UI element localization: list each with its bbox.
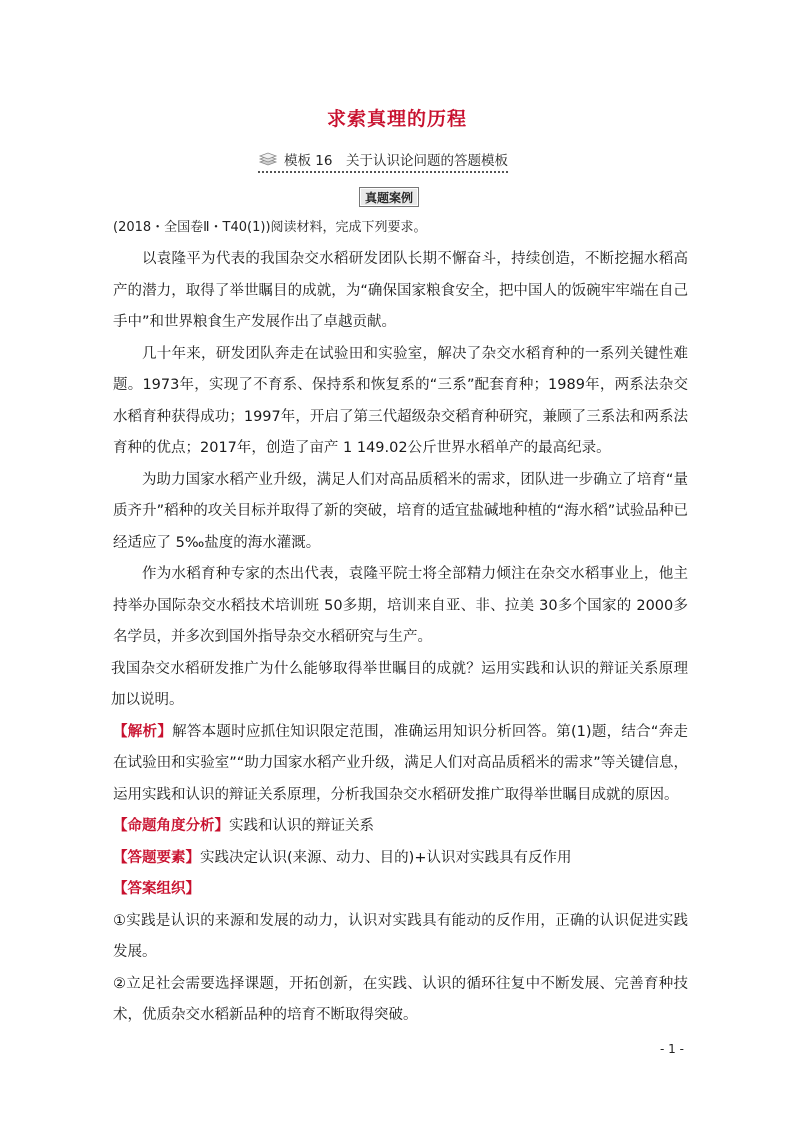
document-body xyxy=(113,244,688,1032)
material-paragraph-2: 几十年来，研发团队奔走在试验田和实验室，解决了杂交水稻育种的一系列关键性难题。1973年，实现了不育系、保持系和恢复系的“三系”配套育种；1989年，两系法杂交水稻育种获得成功；1997年，开启了第三代超级杂交稻育种研究，兼顾了三系法和两系法育种的优点；2017年，创造了亩产 1 149.02公斤世界水稻单产的最高纪录。 xyxy=(113,345,688,456)
template-heading-text: 模板 16 关于认识论问题的答题模板 xyxy=(284,153,508,169)
material-paragraph-4: 作为水稻育种专家的杰出代表，袁隆平院士将全部精力倾注在杂交水稻事业上，他主持举办国际杂交水稻技术培训班 50多期，培训来自亚、非、拉美 30多个国家的 2000多名学员，并多次到国外指导杂交水稻研究与生产。 xyxy=(113,566,688,645)
section-badge: 真题案例 xyxy=(359,187,419,207)
elements-section xyxy=(113,843,688,875)
angle-text: 实践和认识的辩证关系 xyxy=(229,818,374,834)
material-paragraph-1: 以袁隆平为代表的我国杂交水稻研发团队长期不懈奋斗，持续创造，不断挖掘水稻高产的潜力，取得了举世瞩目的成就，为“确保国家粮食安全，把中国人的饭碗牢牢端在自己手中”和世界粮食生产发展作出了卓越贡献。 xyxy=(113,251,688,330)
answer-item-1: ①实践是认识的来源和发展的动力，认识对实践具有能动的反作用，正确的认识促进实践发展。 xyxy=(113,912,688,960)
book-stack-icon xyxy=(258,151,278,167)
elements-text: 实践决定认识(来源、动力、目的)+认识对实践具有反作用 xyxy=(200,849,572,866)
angle-section xyxy=(113,811,688,843)
question-text: 我国杂交水稻研发推广为什么能够取得举世瞩目的成就？运用实践和认识的辩证关系原理加以说明。 xyxy=(111,660,688,708)
organization-tag: 【答案组织】 xyxy=(113,881,200,897)
elements-tag: 【答题要素】 xyxy=(113,849,200,866)
page-number: - 1 - xyxy=(660,1042,684,1056)
analysis-text: 解答本题时应抓住知识限定范围，准确运用知识分析回答。第(1)题，结合“奔走在试验田和实验室”“助力国家水稻产业升级，满足人们对高品质稻米的需求”等关键信息，运用实践和认识的辩证关系原理，分析我国杂交水稻研发推广取得举世瞩目成就的原因。 xyxy=(113,723,688,803)
organization-section xyxy=(113,874,688,906)
material-paragraph-3: 为助力国家水稻产业升级，满足人们对高品质稻米的需求，团队进一步确立了培育“量质齐升”稻种的攻关目标并取得了新的突破，培育的适宜盐碱地种植的“海水稻”试验品种已经适应了 5‰盐度的海水灌溉。 xyxy=(113,471,688,551)
angle-tag: 【命题角度分析】 xyxy=(113,818,229,834)
answer-item-2: ②立足社会需要选择课题，开拓创新，在实践、认识的循环往复中不断发展、完善育种技术，优质杂交水稻新品种的培育不断取得突破。 xyxy=(113,975,688,1023)
analysis-section xyxy=(113,717,688,812)
page-title: 求索真理的历程 xyxy=(326,108,467,130)
template-heading xyxy=(258,148,508,173)
analysis-tag: 【解析】 xyxy=(113,723,173,740)
question-source: (2018・全国卷Ⅱ・T40(1))阅读材料，完成下列要求。 xyxy=(113,220,427,235)
